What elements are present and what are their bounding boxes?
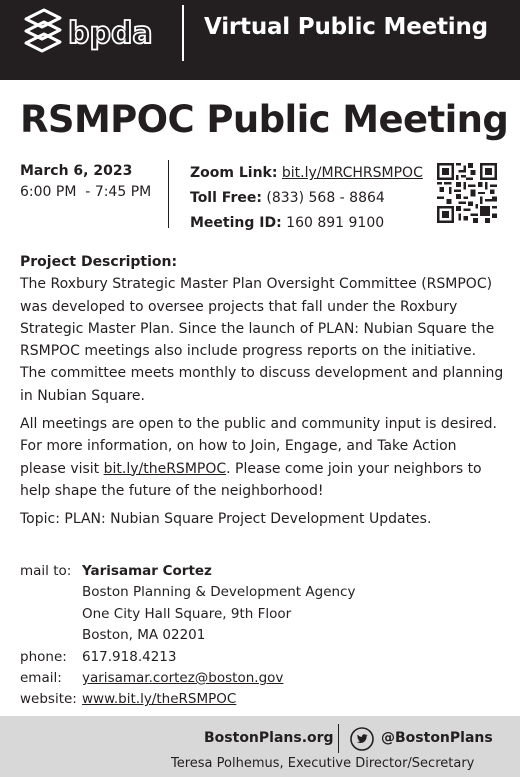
toll-number: (833) 568 - 8864 (266, 190, 385, 206)
email-row (20, 668, 355, 689)
contact-name: Yarisamar Cortez (82, 563, 212, 579)
mail-label: mail to: (20, 563, 72, 579)
meetings-text-end: . Please come join your neighbors to help shape the future of the neighborhood! (20, 460, 482, 499)
email-label: email: (20, 670, 62, 687)
meetings-paragraph (20, 413, 505, 502)
contact-email-link[interactable]: yarisamar.cortez@boston.gov (82, 670, 284, 687)
twitter-icon[interactable] (350, 727, 374, 751)
meeting-id-label: Meeting ID: (190, 215, 282, 231)
website-link[interactable]: www.bit.ly/theRSMPOC (82, 691, 237, 708)
topic-line: Topic: PLAN: Nubian Square Project Development Updates. (20, 511, 432, 528)
mail-row (20, 561, 355, 582)
project-description (20, 251, 505, 537)
toll-row (190, 186, 423, 211)
page-title: RSMPOC Public Meeting (20, 98, 509, 141)
org-row (20, 582, 355, 603)
meeting-id-row (190, 211, 423, 236)
twitter-handle[interactable]: @BostonPlans (381, 730, 493, 746)
zoom-row (190, 161, 423, 186)
toll-label: Toll Free: (190, 190, 262, 206)
logo-text: bpda (68, 16, 153, 51)
bpda-logo (22, 7, 162, 57)
contact-block (20, 561, 355, 711)
footer-site-link[interactable]: BostonPlans.org (204, 730, 334, 746)
phone-row (20, 647, 355, 668)
meeting-date: March 6, 2023 (20, 163, 133, 179)
qr-code-icon[interactable] (437, 163, 497, 223)
website-label: website: (20, 691, 77, 708)
contact-org: Boston Planning & Development Agency (82, 584, 356, 601)
rsmpoc-link[interactable]: bit.ly/theRSMPOC (103, 460, 227, 477)
zoom-label: Zoom Link: (190, 165, 278, 181)
date-block (20, 161, 151, 203)
footer-divider (338, 724, 339, 753)
contact-phone: 617.918.4213 (82, 648, 177, 665)
director-credit: Teresa Polhemus, Executive Director/Secretary (171, 756, 475, 771)
zoom-link[interactable]: bit.ly/MRCHRSMPOC (281, 165, 423, 181)
header-banner (0, 0, 520, 80)
description-paragraph: The Roxbury Strategic Master Plan Oversight Committee (RSMPOC) was developed to oversee projects that fall under the Roxbury Strategic Master Plan. Since the launch of PLAN: Nubian Square the RSMPOC meetings also include progress reports on the initiative. The committee meets monthly to discuss development and planning in Nubian Square. (20, 276, 504, 404)
meetings-text: All meetings are open to the public and community input is desired. For more information, on how to Join, Engage, and Take Action please visit (20, 416, 497, 477)
address-row-1 (20, 604, 355, 625)
website-row (20, 689, 355, 710)
info-divider (168, 160, 169, 228)
address-row-2 (20, 625, 355, 646)
meeting-time: 6:00 PM - 7:45 PM (20, 184, 152, 200)
contact-address-2: Boston, MA 02201 (82, 627, 206, 644)
meeting-id-value: 160 891 9100 (286, 215, 385, 231)
description-heading: Project Description: (20, 254, 178, 270)
header-divider (182, 5, 184, 61)
footer-band (0, 716, 520, 777)
contact-address-1: One City Hall Square, 9th Floor (82, 605, 292, 622)
header-title: Virtual Public Meeting (204, 14, 488, 40)
phone-label: phone: (20, 648, 67, 665)
meeting-info (190, 161, 423, 236)
